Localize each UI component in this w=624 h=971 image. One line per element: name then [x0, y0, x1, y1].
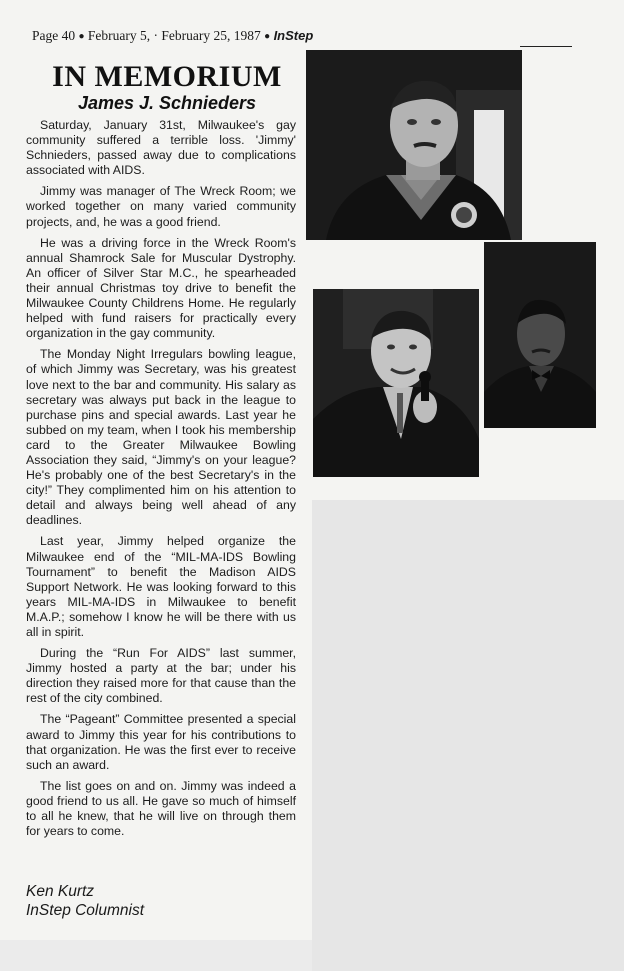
author-title: InStep Columnist	[26, 902, 145, 919]
portrait-photo-bowtie	[484, 242, 596, 428]
bullet-icon: ●	[78, 31, 85, 42]
bullet-icon: ●	[264, 31, 271, 42]
paragraph: The “Pageant” Committee presented a special award to Jimmy this year for his contributions to that organization. He was the first ever to receive such an award.	[26, 712, 296, 772]
portrait-photo-microphone	[313, 289, 479, 477]
divider	[520, 46, 572, 47]
article-body	[26, 118, 296, 845]
paragraph: During the “Run For AIDS” last summer, Jimmy hosted a party at the bar; under his direction they raised more for that cause than the rest of the city combined.	[26, 646, 296, 706]
paragraph: Jimmy was manager of The Wreck Room; we worked together on many varied community projects, and, he was a good friend.	[26, 184, 296, 229]
blank-area	[312, 500, 624, 971]
paragraph: Saturday, January 31st, Milwaukee's gay community suffered a terrible loss. 'Jimmy' Schnieders, passed away due to complications associated with AIDS.	[26, 118, 296, 178]
blank-footer-area	[0, 940, 312, 971]
article-title: IN MEMORIUM	[52, 60, 282, 93]
publication-name: InStep	[273, 28, 314, 43]
issue-dates: February 5, · February 25, 1987	[87, 28, 261, 43]
paragraph: The list goes on and on. Jimmy was indeed a good friend to us all. He gave so much of himself to all he knew, that he will live on through them for years to come.	[26, 778, 296, 839]
byline	[26, 882, 296, 920]
paragraph: The Monday Night Irregulars bowling league, of which Jimmy was Secretary, was his greatest love next to the bar and community. His salary as secretary was always put back in the league to purchase pins and special awards. Last year he subbed on my team, when I took his membership card to the Greater Milwaukee Bowling Association they said, “Jimmy's on your league? He's probably one of the best Secretary's in the city!” They complimented him on his attention to detail and always being well ahead of any deadlines.	[26, 347, 296, 528]
portrait-photo-vest	[306, 50, 522, 240]
article-subtitle: James J. Schnieders	[77, 93, 257, 113]
author-name: Ken Kurtz	[26, 883, 95, 900]
page-header	[32, 28, 372, 44]
paragraph: He was a driving force in the Wreck Room's annual Shamrock Sale for Muscular Dystrophy. An officer of Silver Star M.C., he spearheaded their annual Christmas toy drive to benefit the Milwaukee County Childrens Home. He regularly helped with fund raisers for practically every organization in the gay community.	[26, 235, 296, 341]
paragraph: Last year, Jimmy helped organize the Milwaukee end of the “MIL-MA-IDS Bowling Tournament” to benefit the Madison AIDS Support Network. He was looking forward to this years MIL-MA-IDS in Milwaukee to benefit M.A.P.; somehow I know he will be there with us all in spirit.	[26, 534, 296, 639]
page-number: Page 40	[32, 28, 76, 43]
